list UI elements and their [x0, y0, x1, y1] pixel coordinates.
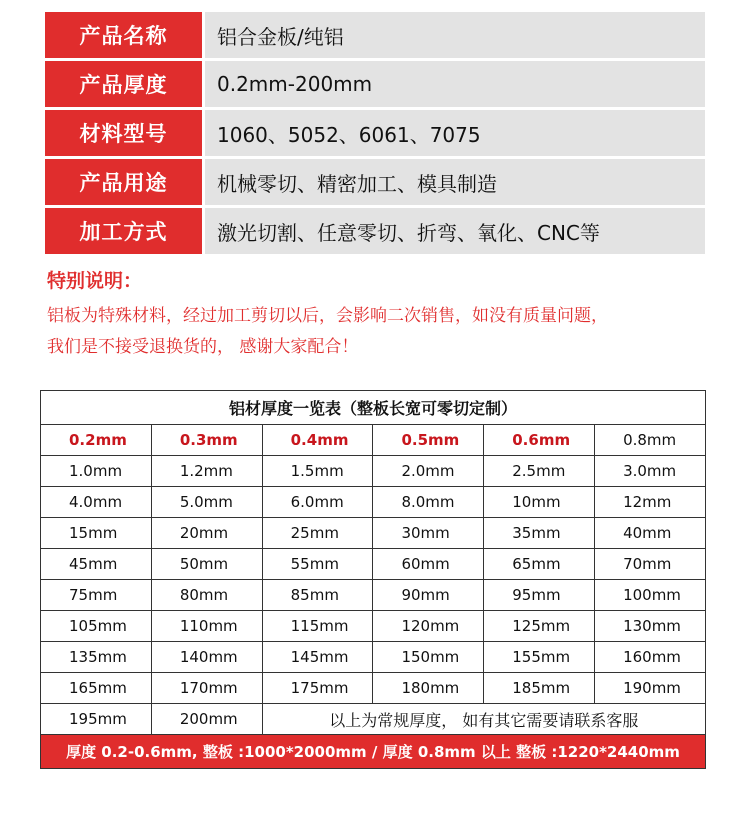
table-cell: 65mm [484, 549, 595, 580]
table-cell: 0.5mm [373, 425, 484, 456]
table-cell: 3.0mm [595, 456, 706, 487]
table-cell: 0.3mm [151, 425, 262, 456]
table-cell: 185mm [484, 673, 595, 704]
spec-value: 激光切割、任意零切、折弯、氧化、CNC等 [205, 208, 705, 254]
table-cell: 4.0mm [41, 487, 152, 518]
table-row [41, 642, 706, 673]
table-cell: 155mm [484, 642, 595, 673]
table-row [41, 487, 706, 518]
table-remark: 以上为常规厚度， 如有其它需要请联系客服 [262, 704, 705, 735]
spec-key: 加工方式 [45, 208, 202, 254]
table-cell: 135mm [41, 642, 152, 673]
table-row [41, 518, 706, 549]
table-cell: 0.4mm [262, 425, 373, 456]
table-cell: 145mm [262, 642, 373, 673]
table-cell: 1.2mm [151, 456, 262, 487]
spec-key: 产品用途 [45, 159, 202, 205]
table-row [41, 704, 706, 735]
table-cell: 175mm [262, 673, 373, 704]
table-cell: 180mm [373, 673, 484, 704]
table-cell: 130mm [595, 611, 706, 642]
table-cell: 10mm [484, 487, 595, 518]
table-cell: 20mm [151, 518, 262, 549]
table-cell: 2.0mm [373, 456, 484, 487]
table-cell: 1.5mm [262, 456, 373, 487]
notice-title: 特别说明： [47, 270, 143, 292]
table-cell: 165mm [41, 673, 152, 704]
table-cell: 170mm [151, 673, 262, 704]
spec-row-name [45, 12, 705, 58]
table-cell: 12mm [595, 487, 706, 518]
table-cell: 1.0mm [41, 456, 152, 487]
thickness-table [40, 390, 706, 769]
spec-row-usage [45, 159, 705, 205]
table-cell: 100mm [595, 580, 706, 611]
table-cell: 8.0mm [373, 487, 484, 518]
spec-value: 铝合金板/纯铝 [205, 12, 705, 58]
spec-value: 0.2mm-200mm [205, 61, 705, 107]
table-cell: 190mm [595, 673, 706, 704]
table-cell: 110mm [151, 611, 262, 642]
table-footer-row [41, 735, 706, 769]
table-footer: 厚度 0.2-0.6mm, 整板 :1000*2000mm / 厚度 0.8mm 以上 整板 :1220*2440mm [41, 735, 706, 769]
table-cell: 35mm [484, 518, 595, 549]
spec-key: 产品厚度 [45, 61, 202, 107]
table-cell: 115mm [262, 611, 373, 642]
table-cell: 45mm [41, 549, 152, 580]
table-cell: 125mm [484, 611, 595, 642]
table-cell: 0.6mm [484, 425, 595, 456]
spec-value: 1060、5052、6061、7075 [205, 110, 705, 156]
table-cell: 195mm [41, 704, 152, 735]
notice-line: 铝板为特殊材料，经过加工剪切以后，会影响二次销售，如没有质量问题， [47, 306, 608, 326]
spec-key: 产品名称 [45, 12, 202, 58]
table-row [41, 611, 706, 642]
spec-row-material [45, 110, 705, 156]
table-cell: 160mm [595, 642, 706, 673]
table-cell: 30mm [373, 518, 484, 549]
table-cell: 200mm [151, 704, 262, 735]
spec-row-processing [45, 208, 705, 254]
table-row [41, 456, 706, 487]
table-title: 铝材厚度一览表（整板长宽可零切定制） [41, 391, 706, 425]
spec-row-thickness [45, 61, 705, 107]
spec-value: 机械零切、精密加工、模具制造 [205, 159, 705, 205]
table-cell: 105mm [41, 611, 152, 642]
table-cell: 95mm [484, 580, 595, 611]
table-cell: 85mm [262, 580, 373, 611]
table-cell: 120mm [373, 611, 484, 642]
table-cell: 70mm [595, 549, 706, 580]
product-spec-table [45, 12, 705, 257]
table-cell: 0.2mm [41, 425, 152, 456]
notice-line: 我们是不接受退换货的， 感谢大家配合！ [47, 337, 359, 357]
table-cell: 80mm [151, 580, 262, 611]
special-notice [47, 266, 727, 363]
table-cell: 25mm [262, 518, 373, 549]
table-cell: 15mm [41, 518, 152, 549]
table-cell: 6.0mm [262, 487, 373, 518]
table-cell: 150mm [373, 642, 484, 673]
table-row [41, 549, 706, 580]
table-cell: 90mm [373, 580, 484, 611]
table-cell: 55mm [262, 549, 373, 580]
table-row [41, 425, 706, 456]
table-cell: 0.8mm [595, 425, 706, 456]
table-row [41, 673, 706, 704]
table-cell: 40mm [595, 518, 706, 549]
table-cell: 75mm [41, 580, 152, 611]
table-cell: 50mm [151, 549, 262, 580]
table-cell: 140mm [151, 642, 262, 673]
table-row [41, 580, 706, 611]
spec-key: 材料型号 [45, 110, 202, 156]
table-cell: 2.5mm [484, 456, 595, 487]
table-cell: 60mm [373, 549, 484, 580]
table-title-row [41, 391, 706, 425]
table-cell: 5.0mm [151, 487, 262, 518]
